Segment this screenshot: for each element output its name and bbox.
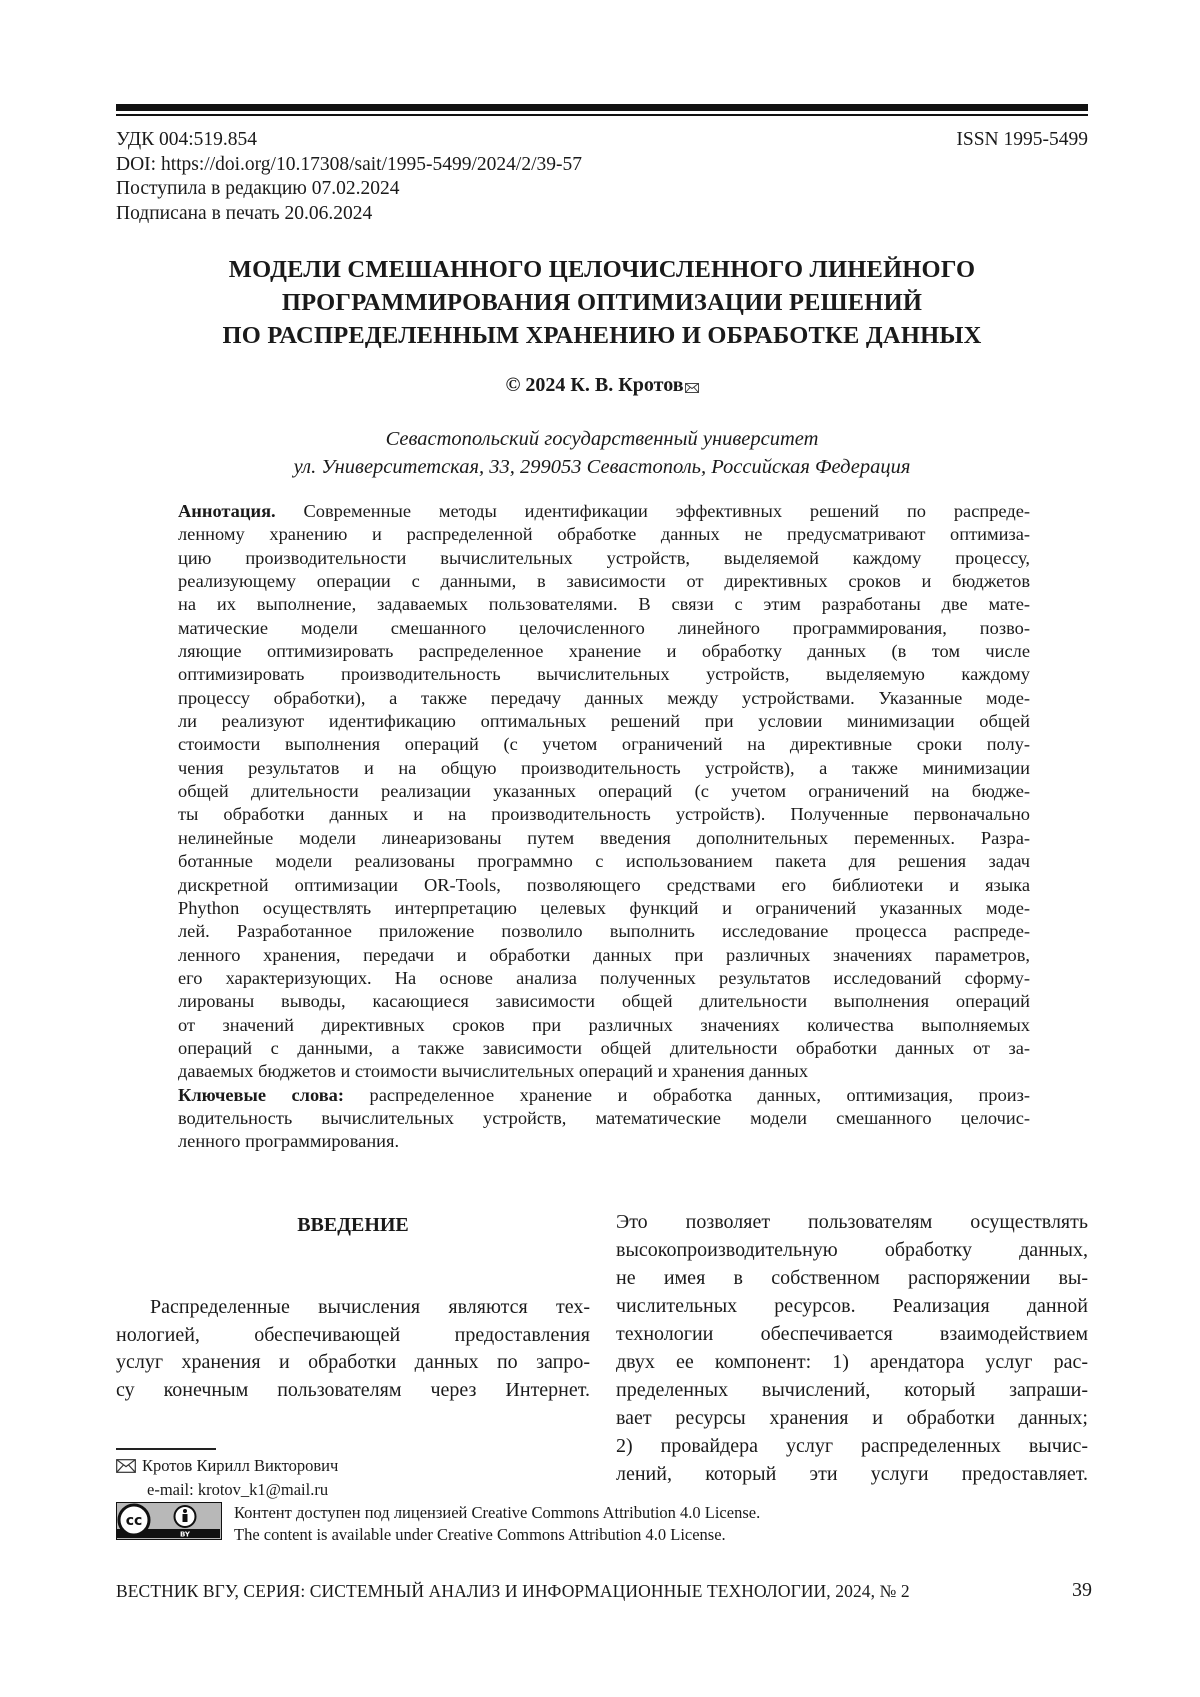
abstract-line: его характеризующих. На основе анализа полученных результатов исследований сформу- bbox=[178, 967, 1030, 988]
license-text-en: The content is available under Creative Commons Attribution 4.0 License. bbox=[234, 1525, 726, 1544]
keywords-line: Ключевые слова: распределенное хранение и обработка данных, оптимизация, произ- bbox=[178, 1084, 1030, 1105]
section-heading-introduction: ВВЕДЕНИЕ bbox=[297, 1214, 409, 1236]
paragraph-line: нологией, обеспечивающей предоставления bbox=[116, 1323, 590, 1346]
udc: УДК 004:519.854 bbox=[116, 129, 258, 150]
intro-right-column bbox=[616, 1208, 1088, 1488]
paragraph-line: технологии обеспечивается взаимодействием bbox=[616, 1323, 1088, 1345]
abstract-line: ленного хранения, передачи и обработки данных при различных значениях параметров, bbox=[178, 944, 1030, 965]
title-line: МОДЕЛИ СМЕШАННОГО ЦЕЛОЧИСЛЕННОГО ЛИНЕЙНОГО bbox=[228, 256, 976, 283]
abstract-label: Аннотация. bbox=[178, 501, 276, 521]
received-date: Поступила в редакцию 07.02.2024 bbox=[116, 178, 400, 199]
cc-by-license-badge[interactable] bbox=[116, 1502, 222, 1540]
title-line: ПРОГРАММИРОВАНИЯ ОПТИМИЗАЦИИ РЕШЕНИЙ bbox=[281, 289, 923, 316]
paragraph-line: числительных ресурсов. Реализация данной bbox=[616, 1295, 1088, 1317]
abstract-line: общей длительности реализации указанных операций (с учетом ограничений на бюдже- bbox=[178, 781, 1030, 802]
header-rule-thick bbox=[116, 104, 1088, 111]
affiliation bbox=[116, 425, 1088, 481]
footnote-email[interactable]: e-mail: krotov_k1@mail.ru bbox=[147, 1480, 329, 1499]
footer-journal-name: ВЕСТНИК ВГУ, СЕРИЯ: СИСТЕМНЫЙ АНАЛИЗ И ИНФОРМАЦИОННЫЕ ТЕХНОЛОГИИ, 2024, № 2 bbox=[116, 1581, 910, 1601]
keywords-line: ленного программирования. bbox=[178, 1131, 400, 1152]
envelope-icon bbox=[685, 374, 699, 400]
abstract-line: реализующему операции с данными, в зависимости от директивных сроков и бюджетов bbox=[178, 571, 1030, 592]
cc-badge-by-label: BY bbox=[179, 1530, 191, 1538]
abstract-line: нелинейные модели линеаризованы путем введения дополнительных переменных. Разра- bbox=[178, 827, 1030, 848]
abstract-line: дискретной оптимизации OR-Tools, позволяющего средствами его библиотеки и языка bbox=[178, 874, 1030, 895]
header-rule-thin bbox=[116, 114, 1088, 116]
envelope-icon bbox=[116, 1457, 136, 1479]
abstract-line: ляющие оптимизировать распределенное хранение и обработку данных (в том числе bbox=[178, 641, 1030, 662]
author-name: © 2024 К. В. Кротов bbox=[505, 374, 684, 396]
abstract-line: Phython осуществлять интерпретацию целевых функций и ограничений указанных моде- bbox=[178, 897, 1030, 918]
cc-badge-cc-label: cc bbox=[125, 1513, 143, 1529]
doi[interactable]: DOI: https://doi.org/10.17308/sait/1995-5499/2024/2/39-57 bbox=[116, 153, 583, 175]
abstract-line: ленному хранению и распределенной обработке данных не предусматривают оптимиза- bbox=[178, 524, 1030, 545]
paragraph-line: услуг хранения и обработки данных по запро- bbox=[116, 1351, 590, 1373]
author-line bbox=[116, 372, 1088, 400]
page-number: 39 bbox=[1072, 1579, 1092, 1601]
affiliation-university: Севастопольский государственный университет bbox=[385, 428, 819, 450]
abstract-line: ли реализуют идентификацию оптимальных решений при условии минимизации общей bbox=[178, 711, 1030, 732]
issn: ISSN 1995-5499 bbox=[956, 129, 1088, 150]
abstract-line: Аннотация. Современные методы идентификации эффективных решений по распреде- bbox=[178, 501, 1030, 521]
paragraph-line: су конечным пользователям через Интернет. bbox=[116, 1378, 590, 1401]
paragraph-line: высокопроизводительную обработку данных, bbox=[616, 1239, 1088, 1261]
abstract-line: даваемых бюджетов и стоимости вычислительных операций и хранения данных bbox=[178, 1061, 809, 1082]
paragraph-line: 2) провайдера услуг распределенных вычис- bbox=[616, 1435, 1088, 1457]
abstract-line: матические модели смешанного целочисленного линейного программирования, позво- bbox=[178, 617, 1030, 638]
intro-left-column bbox=[116, 1294, 590, 1404]
abstract-line: лированы выводы, касающиеся зависимости общей длительности выполнения операций bbox=[178, 991, 1030, 1012]
abstract-line: от значений директивных сроков при различных значениях количества выполняемых bbox=[178, 1014, 1030, 1035]
author-footnote bbox=[116, 1455, 338, 1501]
abstract-line: стоимости выполнения операций (с учетом ограничений на директивные сроки полу- bbox=[178, 734, 1030, 755]
title-line: ПО РАСПРЕДЕЛЕННЫМ ХРАНЕНИЮ И ОБРАБОТКЕ ДАННЫХ bbox=[222, 322, 982, 349]
abstract-line: цию производительности вычислительных устройств, выделяемой каждому процессу, bbox=[178, 547, 1030, 568]
paragraph-line: не имея в собственном распоряжении вы- bbox=[616, 1267, 1088, 1289]
paragraph-line: пределенных вычислений, который запраши- bbox=[616, 1379, 1088, 1401]
license-text bbox=[234, 1502, 760, 1546]
abstract-line: ты обработки данных и на производительность устройств). Полученные первоначально bbox=[178, 804, 1030, 825]
keywords-line: водительность вычислительных устройств, математические модели смешанного целочис- bbox=[178, 1107, 1030, 1128]
abstract-line: оптимизировать производительность вычислительных устройств, выделяемую каждому bbox=[178, 664, 1030, 685]
article-title bbox=[116, 253, 1088, 352]
paragraph-line: вает ресурсы хранения и обработки данных; bbox=[616, 1407, 1088, 1429]
footnote-rule bbox=[116, 1448, 216, 1450]
keywords-label: Ключевые слова: bbox=[178, 1084, 344, 1105]
abstract bbox=[178, 500, 1030, 1154]
paragraph-line: Это позволяет пользователям осуществлять bbox=[616, 1211, 1088, 1233]
paragraph-line: двух ее компонент: 1) арендатора услуг рас- bbox=[616, 1351, 1088, 1373]
paragraph-line: Распределенные вычисления являются тех- bbox=[150, 1296, 590, 1318]
affiliation-address: ул. Университетская, 33, 299053 Севастополь, Российская Федерация bbox=[293, 456, 911, 478]
signed-date: Подписана в печать 20.06.2024 bbox=[116, 202, 373, 224]
license-text-ru: Контент доступен под лицензией Creative Commons Attribution 4.0 License. bbox=[234, 1503, 761, 1522]
abstract-line: на их выполнение, задаваемых пользователями. В связи с этим разработаны две мате- bbox=[178, 594, 1030, 615]
footnote-author-name: Кротов Кирилл Викторович bbox=[142, 1456, 339, 1475]
abstract-line: ботанные модели реализованы программно с использованием пакета для решения задач bbox=[178, 851, 1030, 872]
article-meta bbox=[116, 128, 582, 226]
abstract-line: операций с данными, а также зависимости общей длительности обработки данных от за- bbox=[178, 1037, 1030, 1058]
paragraph-line: лений, который эти услуги предоставляет. bbox=[616, 1463, 1088, 1485]
abstract-line: процессу обработки), а также передачу данных между устройствами. Указанные моде- bbox=[178, 687, 1030, 708]
abstract-line: лей. Разработанное приложение позволило выполнить исследование процесса распреде- bbox=[178, 921, 1030, 942]
abstract-line: чения результатов и на общую производительность устройств), а также минимизации bbox=[178, 757, 1030, 778]
